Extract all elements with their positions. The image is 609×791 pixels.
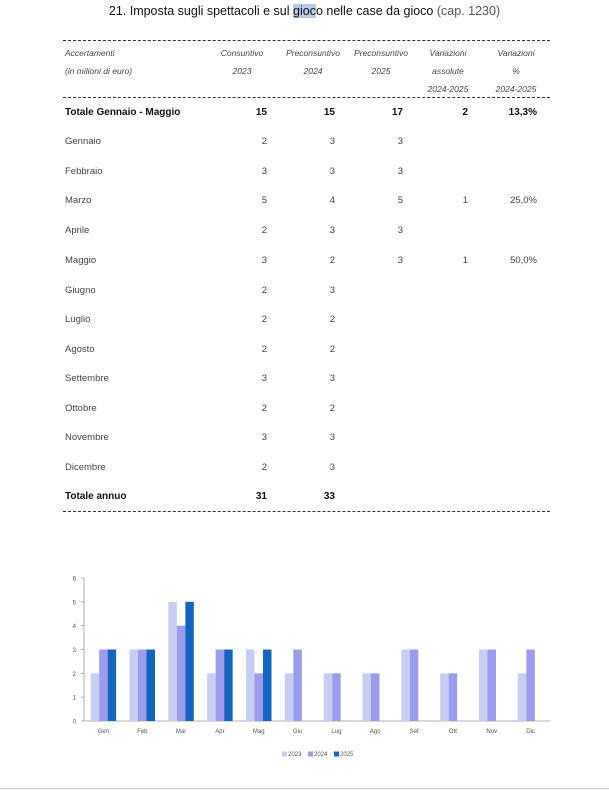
bar-2025-Mag — [263, 650, 272, 722]
title-text-rest: o nelle case da gioco — [315, 4, 434, 18]
title-text: 21. Imposta sugli spettacoli e sul — [108, 4, 293, 18]
cell-2025: 3 — [397, 255, 403, 266]
row-label: Totale annuo — [65, 491, 127, 502]
header-col-var-pct-line2: % — [512, 66, 520, 76]
cell-2024: 3 — [329, 462, 335, 473]
row-label: Luglio — [65, 314, 91, 325]
cell-2024: 2 — [329, 314, 335, 325]
bar-2024-Giu — [293, 650, 302, 722]
y-tick-label: 6 — [72, 576, 76, 583]
header-col-2023-line1: Consuntivo — [220, 48, 264, 58]
bar-2024-Ott — [449, 673, 458, 721]
bar-2023-Feb — [130, 650, 139, 722]
x-tick-label: Giu — [292, 729, 303, 735]
bar-2024-Mar — [177, 626, 186, 721]
header-bottom-rule — [63, 97, 550, 98]
header-col-var-pct — [486, 48, 546, 95]
cell-2024: 3 — [329, 432, 335, 443]
bar-2024-Mag — [255, 673, 264, 721]
row-label: Febbraio — [65, 166, 103, 177]
x-tick-label: Lug — [331, 729, 342, 735]
table-row — [0, 373, 609, 387]
cell-2023: 5 — [261, 195, 267, 206]
row-label: Dicembre — [65, 462, 106, 473]
header-col-var-abs — [418, 48, 478, 95]
header-col-2024 — [279, 48, 347, 77]
bar-2024-Ago — [371, 673, 380, 721]
cell-2024: 3 — [329, 285, 335, 296]
page-bottom-line — [0, 788, 609, 789]
cell-2023: 2 — [261, 225, 267, 236]
bar-2024-Apr — [216, 650, 225, 722]
cell-2023: 2 — [261, 344, 267, 355]
bar-2023-Apr — [207, 673, 216, 721]
cell-2025: 3 — [397, 136, 403, 147]
x-tick-label: Mar — [175, 729, 187, 735]
x-tick-label: Ago — [369, 729, 381, 735]
bar-chart-svg — [62, 570, 552, 770]
table-top-rule — [63, 40, 550, 41]
cell-2023: 2 — [261, 285, 267, 296]
header-col-var-abs-line2: assolute — [432, 66, 464, 76]
x-tick-label: Mag — [252, 729, 265, 735]
cell-2023: 15 — [255, 107, 267, 118]
y-tick-label: 4 — [72, 624, 76, 631]
bar-2024-Feb — [138, 650, 147, 722]
y-tick-label: 0 — [72, 719, 76, 726]
header-col-var-abs-line1: Variazioni — [429, 48, 467, 58]
cell-2023: 2 — [261, 136, 267, 147]
cell-2023: 2 — [261, 403, 267, 414]
bar-2024-Set — [410, 650, 419, 722]
header-col-2023 — [212, 48, 272, 77]
cell-var-pct: 50,0% — [510, 255, 537, 266]
title-highlight: gioc — [293, 4, 316, 18]
header-label — [65, 48, 132, 77]
bar-2025-Mar — [185, 602, 194, 721]
cell-var-pct: 13,3% — [508, 107, 537, 118]
header-col-2025 — [347, 48, 415, 77]
table-row — [0, 403, 609, 417]
table-row — [0, 432, 609, 446]
y-tick-label: 3 — [72, 648, 76, 654]
x-tick-label: Feb — [137, 729, 148, 735]
header-col-2023-line2: 2023 — [232, 66, 252, 76]
x-tick-label: Set — [409, 729, 419, 735]
header-col-2024-line1: Preconsuntivo — [286, 48, 340, 58]
y-tick-label: 2 — [72, 671, 76, 678]
legend-swatch-2023 — [282, 752, 287, 757]
table-row — [0, 314, 609, 328]
cell-2025: 3 — [397, 166, 403, 177]
table-row — [0, 136, 609, 150]
header-col-var-pct-line3: 2024-2025 — [495, 84, 537, 94]
cell-2024: 3 — [329, 136, 335, 147]
bar-2023-Gen — [91, 673, 100, 721]
table-row — [0, 225, 609, 239]
row-label: Aprile — [65, 225, 90, 236]
bar-2023-Nov — [479, 650, 488, 722]
y-tick-label: 1 — [72, 695, 76, 702]
cell-2024: 2 — [329, 403, 335, 414]
table-row — [0, 166, 609, 180]
header-col-var-abs-line3: 2024-2025 — [427, 84, 469, 94]
cell-2023: 2 — [261, 314, 267, 325]
bar-2023-Giu — [285, 673, 294, 721]
x-tick-label: Apr — [215, 729, 225, 735]
cell-2024: 3 — [329, 166, 335, 177]
cell-2025: 17 — [391, 107, 403, 118]
table-bottom-rule — [63, 511, 550, 512]
bar-2023-Set — [401, 650, 410, 722]
row-label: Marzo — [65, 195, 92, 206]
row-label: Agosto — [65, 344, 95, 355]
legend-label-2024: 2024 — [314, 752, 328, 758]
bar-2025-Gen — [108, 650, 117, 722]
row-label: Ottobre — [65, 403, 97, 414]
header-col-2025-line1: Preconsuntivo — [354, 48, 408, 58]
cell-2023: 31 — [255, 491, 267, 502]
bar-2023-Mag — [246, 650, 255, 722]
page-title — [0, 4, 609, 18]
cell-2024: 4 — [329, 195, 335, 206]
table-row-total-jan-may — [0, 107, 609, 121]
cell-2024: 33 — [323, 491, 335, 502]
cell-var-abs: 2 — [462, 107, 468, 118]
bar-2025-Apr — [224, 650, 233, 722]
header-label-line1: Accertamenti — [65, 48, 115, 58]
cell-2025: 3 — [397, 225, 403, 236]
bar-2024-Nov — [488, 650, 497, 722]
title-chapter: (cap. 1230) — [436, 4, 501, 18]
cell-2024: 3 — [329, 225, 335, 236]
x-tick-label: Gen — [97, 729, 110, 735]
bar-2024-Dic — [526, 650, 535, 722]
bar-2023-Lug — [324, 673, 333, 721]
legend-label-2023: 2023 — [288, 752, 302, 758]
bar-chart — [62, 570, 552, 770]
cell-2024: 3 — [329, 373, 335, 384]
bar-2023-Mar — [168, 602, 177, 721]
bar-2024-Gen — [99, 650, 108, 722]
cell-2023: 3 — [261, 166, 267, 177]
bar-2023-Dic — [518, 673, 527, 721]
bar-2025-Feb — [147, 650, 156, 722]
cell-2023: 3 — [261, 255, 267, 266]
cell-2024: 2 — [329, 255, 335, 266]
x-tick-label: Dic — [526, 729, 535, 735]
row-label: Totale Gennaio - Maggio — [65, 107, 181, 118]
y-tick-label: 5 — [72, 600, 76, 607]
legend-swatch-2024 — [308, 752, 313, 757]
cell-2023: 3 — [261, 432, 267, 443]
legend-swatch-2025 — [334, 752, 339, 757]
table-row — [0, 195, 609, 209]
header-col-2025-line2: 2025 — [371, 66, 391, 76]
row-label: Giugno — [65, 285, 96, 296]
legend-label-2025: 2025 — [340, 752, 354, 758]
header-col-var-pct-line1: Variazioni — [497, 48, 535, 58]
cell-2024: 2 — [329, 344, 335, 355]
table-row — [0, 344, 609, 358]
table-row — [0, 255, 609, 269]
cell-2025: 5 — [397, 195, 403, 206]
row-label: Settembre — [65, 373, 109, 384]
table-row-total-year — [0, 491, 609, 505]
x-tick-label: Ott — [448, 729, 457, 735]
table-row — [0, 285, 609, 299]
bar-2023-Ott — [440, 673, 449, 721]
x-tick-label: Nov — [486, 729, 498, 735]
table-row — [0, 462, 609, 476]
header-col-2024-line2: 2024 — [303, 66, 323, 76]
row-label: Maggio — [65, 255, 97, 266]
row-label: Novembre — [65, 432, 109, 443]
row-label: Gennaio — [65, 136, 101, 147]
cell-2024: 15 — [323, 107, 335, 118]
header-label-line2: (in milioni di euro) — [65, 66, 133, 76]
bar-2023-Ago — [363, 673, 372, 721]
cell-var-abs: 1 — [462, 195, 468, 206]
cell-2023: 2 — [261, 462, 267, 473]
cell-var-pct: 25,0% — [510, 195, 537, 206]
cell-var-abs: 1 — [462, 255, 468, 266]
cell-2023: 3 — [261, 373, 267, 384]
bar-2024-Lug — [332, 673, 341, 721]
